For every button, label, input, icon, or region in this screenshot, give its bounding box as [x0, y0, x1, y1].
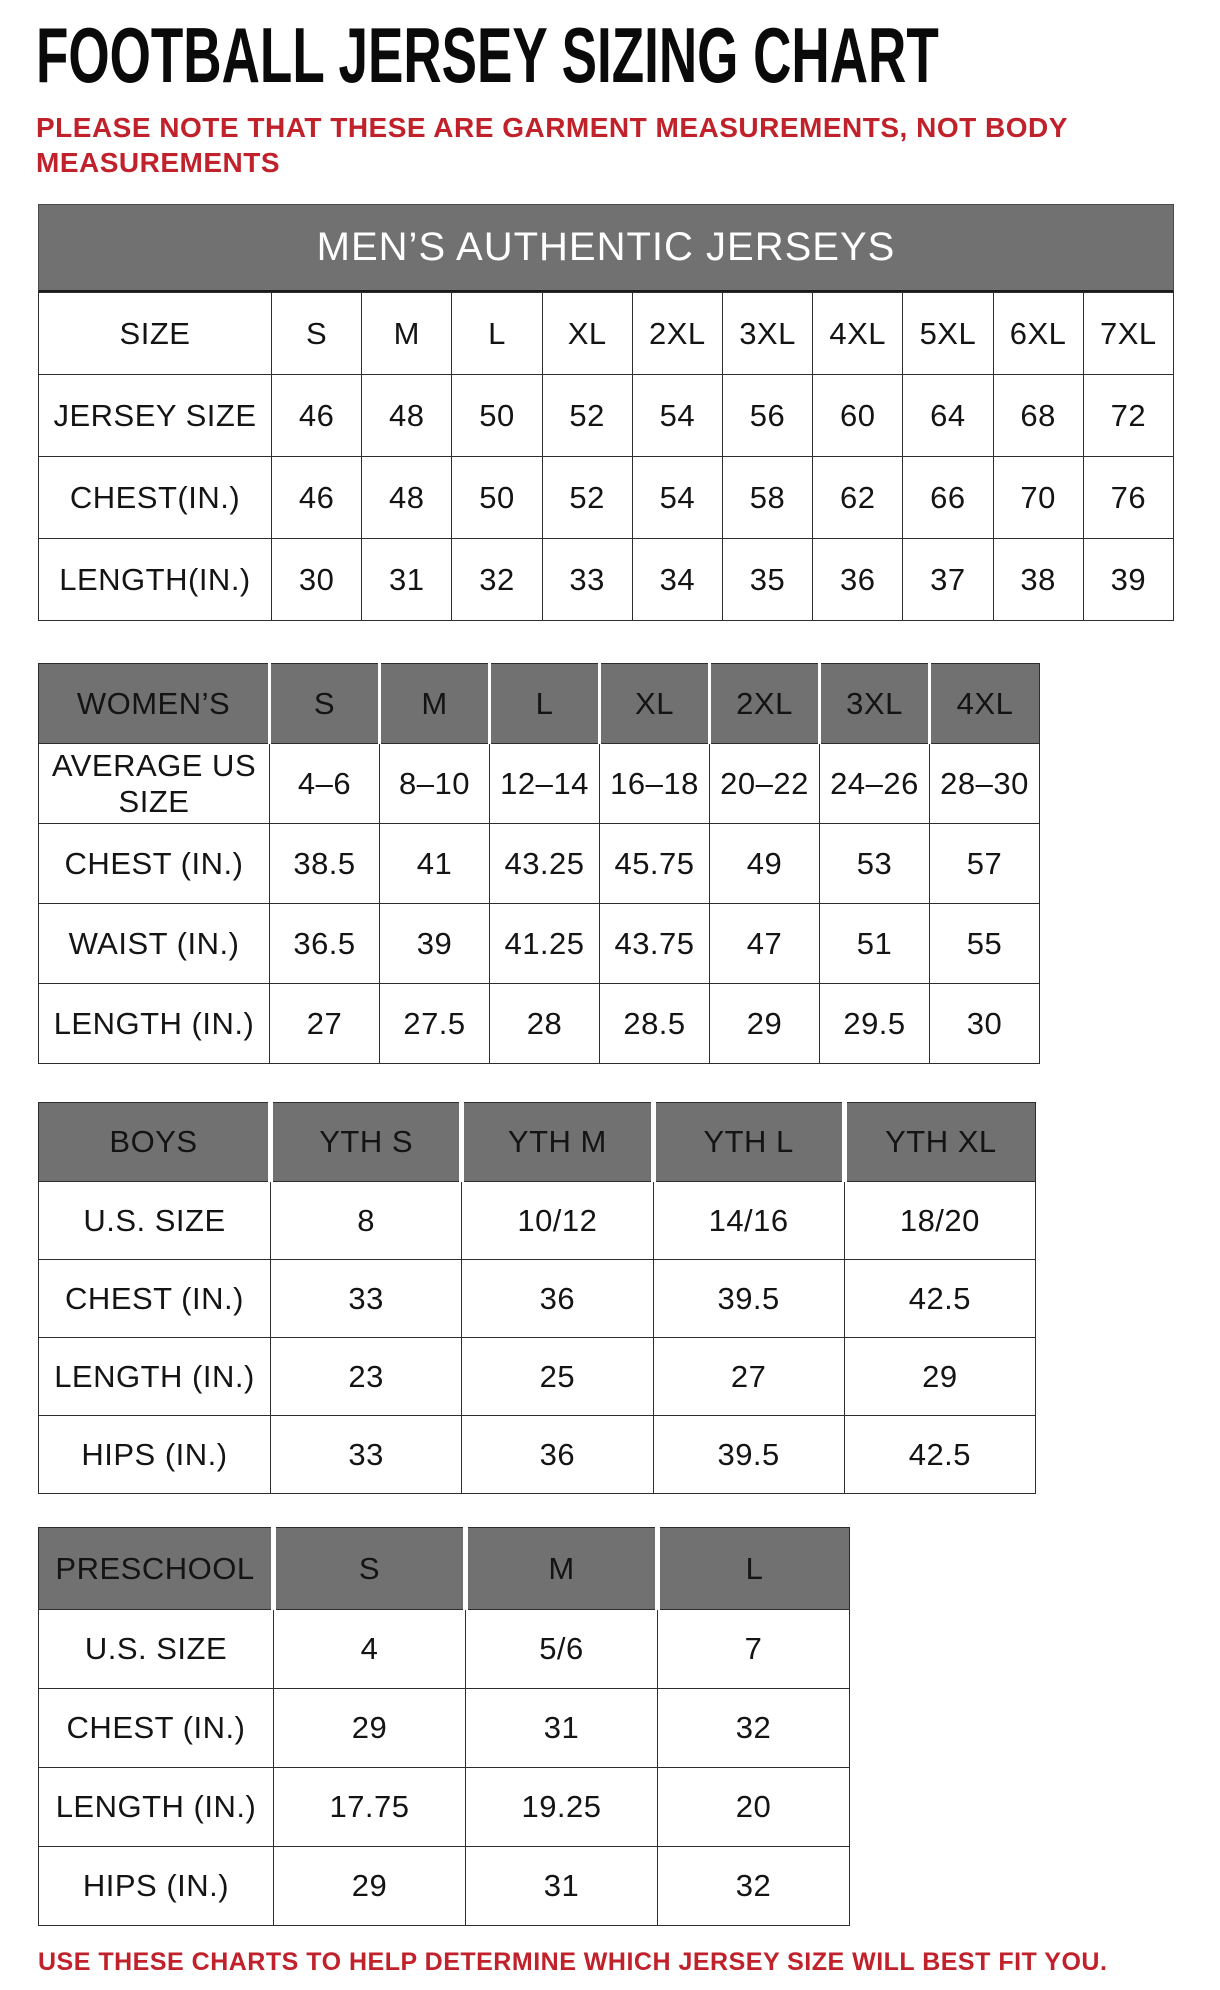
row-label-cell: U.S. SIZE	[39, 1610, 274, 1689]
column-header-cell: S	[270, 664, 380, 744]
column-header-cell: L	[658, 1528, 850, 1610]
column-header-cell: 7XL	[1083, 293, 1173, 375]
value-cell: 38	[993, 539, 1083, 621]
value-cell: 51	[820, 904, 930, 984]
table-row	[39, 457, 1174, 539]
table-row	[39, 1182, 1036, 1260]
column-header-cell: YTH XL	[844, 1103, 1035, 1182]
value-cell: 28	[490, 984, 600, 1064]
value-cell: 31	[362, 539, 452, 621]
value-cell: 31	[466, 1689, 658, 1768]
column-header-cell: YTH M	[462, 1103, 653, 1182]
column-header-cell: XL	[600, 664, 710, 744]
value-cell: 4–6	[270, 744, 380, 824]
row-label-cell: U.S. SIZE	[39, 1182, 271, 1260]
value-cell: 29	[710, 984, 820, 1064]
mens-sizes-table	[38, 292, 1174, 621]
column-header-cell: 3XL	[820, 664, 930, 744]
value-cell: 27	[653, 1338, 844, 1416]
row-label-cell: CHEST (IN.)	[39, 824, 270, 904]
row-label-cell: LENGTH (IN.)	[39, 1768, 274, 1847]
column-header-cell: S	[274, 1528, 466, 1610]
column-header-cell: 5XL	[903, 293, 993, 375]
value-cell: 17.75	[274, 1768, 466, 1847]
column-header-cell: M	[466, 1528, 658, 1610]
value-cell: 62	[813, 457, 903, 539]
value-cell: 8–10	[380, 744, 490, 824]
value-cell: 18/20	[844, 1182, 1035, 1260]
value-cell: 57	[930, 824, 1040, 904]
value-cell: 45.75	[600, 824, 710, 904]
column-header-cell: 2XL	[710, 664, 820, 744]
value-cell: 41	[380, 824, 490, 904]
value-cell: 8	[271, 1182, 462, 1260]
table-row	[39, 904, 1040, 984]
value-cell: 47	[710, 904, 820, 984]
row-label-cell: CHEST (IN.)	[39, 1689, 274, 1768]
column-header-cell: YTH S	[271, 1103, 462, 1182]
value-cell: 34	[632, 539, 722, 621]
column-header-cell: M	[380, 664, 490, 744]
value-cell: 27	[270, 984, 380, 1064]
header-row	[39, 664, 1040, 744]
column-header-cell: 4XL	[813, 293, 903, 375]
value-cell: 41.25	[490, 904, 600, 984]
table-row	[39, 375, 1174, 457]
value-cell: 58	[722, 457, 812, 539]
garment-measurements-note: PLEASE NOTE THAT THESE ARE GARMENT MEASUREMENTS, NOT BODY MEASUREMENTS	[36, 112, 1068, 178]
table-row	[39, 1689, 850, 1768]
value-cell: 52	[542, 375, 632, 457]
value-cell: 10/12	[462, 1182, 653, 1260]
table-row	[39, 1847, 850, 1926]
value-cell: 29	[274, 1847, 466, 1926]
value-cell: 29.5	[820, 984, 930, 1064]
row-label-cell: LENGTH (IN.)	[39, 1338, 271, 1416]
column-header-cell: 6XL	[993, 293, 1083, 375]
table-row	[39, 1610, 850, 1689]
value-cell: 48	[362, 457, 452, 539]
value-cell: 50	[452, 375, 542, 457]
value-cell: 23	[271, 1338, 462, 1416]
value-cell: 38.5	[270, 824, 380, 904]
value-cell: 24–26	[820, 744, 930, 824]
value-cell: 49	[710, 824, 820, 904]
preschool-sizes-table	[38, 1527, 850, 1926]
value-cell: 19.25	[466, 1768, 658, 1847]
column-header-cell: 3XL	[722, 293, 812, 375]
value-cell: 30	[272, 539, 362, 621]
row-label-cell: LENGTH (IN.)	[39, 984, 270, 1064]
table-row	[39, 1768, 850, 1847]
column-header-cell: XL	[542, 293, 632, 375]
value-cell: 54	[632, 375, 722, 457]
row-label-cell: HIPS (IN.)	[39, 1847, 274, 1926]
value-cell: 50	[452, 457, 542, 539]
value-cell: 39	[1083, 539, 1173, 621]
value-cell: 76	[1083, 457, 1173, 539]
value-cell: 20	[658, 1768, 850, 1847]
boys-sizes-table	[38, 1102, 1036, 1494]
value-cell: 28–30	[930, 744, 1040, 824]
value-cell: 52	[542, 457, 632, 539]
value-cell: 46	[272, 457, 362, 539]
value-cell: 12–14	[490, 744, 600, 824]
value-cell: 36.5	[270, 904, 380, 984]
row-label-cell: HIPS (IN.)	[39, 1416, 271, 1494]
value-cell: 32	[658, 1847, 850, 1926]
value-cell: 25	[462, 1338, 653, 1416]
value-cell: 56	[722, 375, 812, 457]
mens-table-banner: MEN’S AUTHENTIC JERSEYS	[38, 204, 1174, 292]
header-row	[39, 1103, 1036, 1182]
womens-sizes-table	[38, 663, 1040, 1064]
value-cell: 30	[930, 984, 1040, 1064]
value-cell: 36	[462, 1260, 653, 1338]
value-cell: 14/16	[653, 1182, 844, 1260]
value-cell: 28.5	[600, 984, 710, 1064]
value-cell: 39	[380, 904, 490, 984]
column-header-cell: L	[490, 664, 600, 744]
value-cell: 39.5	[653, 1260, 844, 1338]
value-cell: 16–18	[600, 744, 710, 824]
column-header-cell: WOMEN’S	[39, 664, 270, 744]
value-cell: 42.5	[844, 1416, 1035, 1494]
value-cell: 43.75	[600, 904, 710, 984]
value-cell: 72	[1083, 375, 1173, 457]
table-row	[39, 744, 1040, 824]
table-row	[39, 1338, 1036, 1416]
value-cell: 4	[274, 1610, 466, 1689]
fit-advice-note: USE THESE CHARTS TO HELP DETERMINE WHICH JERSEY SIZE WILL BEST FIT YOU.	[38, 1948, 1108, 1976]
row-label-cell: AVERAGE US SIZE	[39, 744, 270, 824]
value-cell: 36	[462, 1416, 653, 1494]
value-cell: 5/6	[466, 1610, 658, 1689]
value-cell: 66	[903, 457, 993, 539]
value-cell: 46	[272, 375, 362, 457]
row-label-cell: CHEST (IN.)	[39, 1260, 271, 1338]
table-row	[39, 539, 1174, 621]
sizing-chart-page	[0, 11, 1220, 1990]
table-row	[39, 1260, 1036, 1338]
row-label-cell: JERSEY SIZE	[39, 375, 272, 457]
page-title: FOOTBALL JERSEY SIZING CHART	[36, 11, 939, 99]
value-cell: 68	[993, 375, 1083, 457]
column-header-cell: SIZE	[39, 293, 272, 375]
value-cell: 7	[658, 1610, 850, 1689]
column-header-cell: S	[272, 293, 362, 375]
value-cell: 33	[542, 539, 632, 621]
header-row	[39, 293, 1174, 375]
value-cell: 43.25	[490, 824, 600, 904]
value-cell: 36	[813, 539, 903, 621]
value-cell: 29	[844, 1338, 1035, 1416]
column-header-cell: 4XL	[930, 664, 1040, 744]
column-header-cell: L	[452, 293, 542, 375]
row-label-cell: WAIST (IN.)	[39, 904, 270, 984]
table-row	[39, 824, 1040, 904]
value-cell: 27.5	[380, 984, 490, 1064]
value-cell: 32	[658, 1689, 850, 1768]
value-cell: 33	[271, 1416, 462, 1494]
value-cell: 37	[903, 539, 993, 621]
row-label-cell: LENGTH(IN.)	[39, 539, 272, 621]
table-row	[39, 1416, 1036, 1494]
value-cell: 33	[271, 1260, 462, 1338]
value-cell: 42.5	[844, 1260, 1035, 1338]
value-cell: 31	[466, 1847, 658, 1926]
column-header-cell: PRESCHOOL	[39, 1528, 274, 1610]
column-header-cell: YTH L	[653, 1103, 844, 1182]
value-cell: 64	[903, 375, 993, 457]
column-header-cell: BOYS	[39, 1103, 271, 1182]
value-cell: 39.5	[653, 1416, 844, 1494]
value-cell: 54	[632, 457, 722, 539]
column-header-cell: M	[362, 293, 452, 375]
value-cell: 55	[930, 904, 1040, 984]
value-cell: 20–22	[710, 744, 820, 824]
value-cell: 70	[993, 457, 1083, 539]
value-cell: 48	[362, 375, 452, 457]
column-header-cell: 2XL	[632, 293, 722, 375]
value-cell: 29	[274, 1689, 466, 1768]
value-cell: 60	[813, 375, 903, 457]
row-label-cell: CHEST(IN.)	[39, 457, 272, 539]
header-row	[39, 1528, 850, 1610]
table-row	[39, 984, 1040, 1064]
value-cell: 32	[452, 539, 542, 621]
value-cell: 53	[820, 824, 930, 904]
value-cell: 35	[722, 539, 812, 621]
